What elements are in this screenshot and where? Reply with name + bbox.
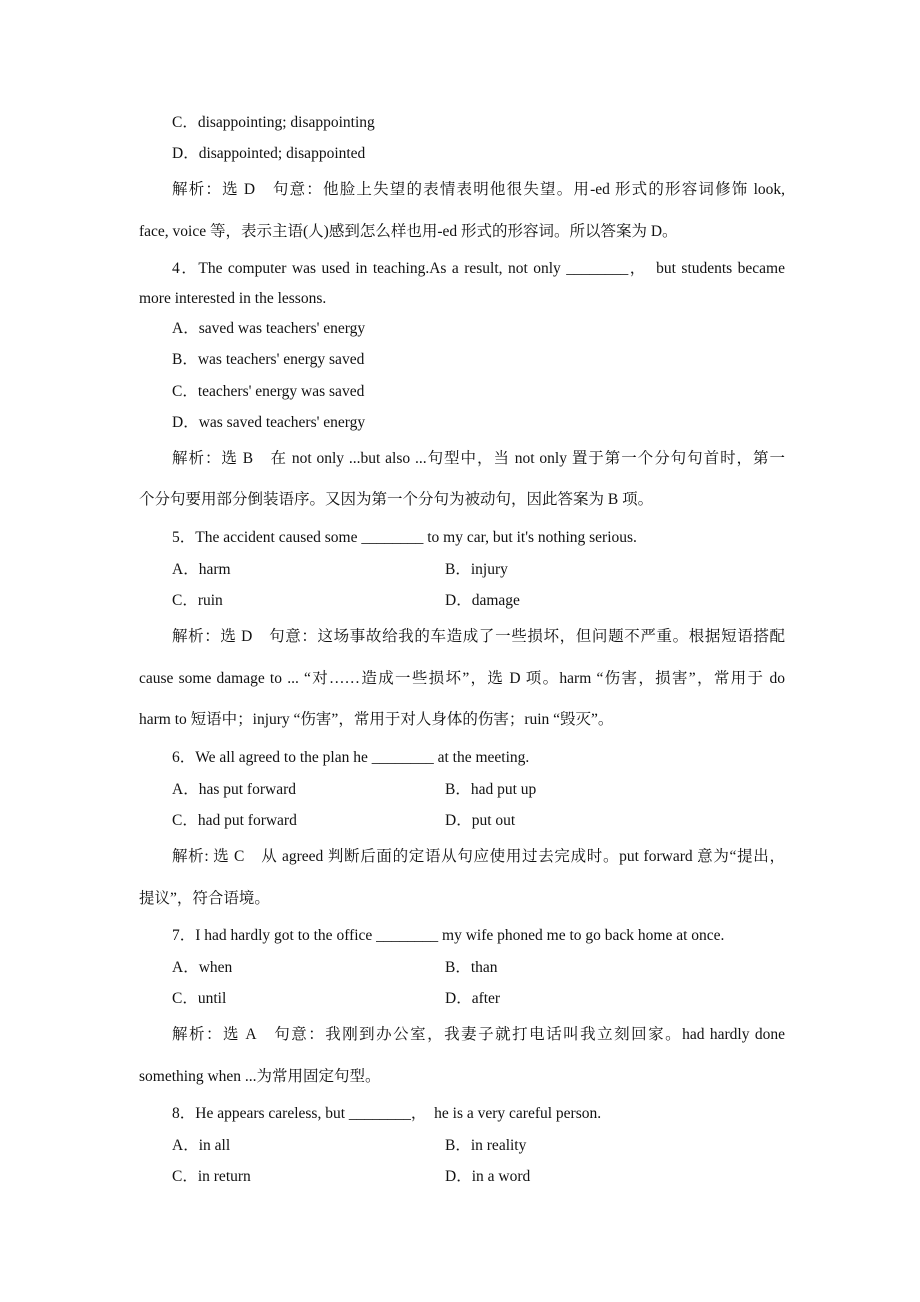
option-letter: B．	[445, 781, 471, 798]
option-text: in reality	[470, 1137, 527, 1154]
option-letter: D．	[445, 1168, 472, 1185]
option-letter: C．	[172, 812, 198, 829]
option-b	[172, 350, 364, 370]
option-text: in a word	[471, 1168, 531, 1185]
option-text: after	[471, 990, 501, 1007]
option-text: injury	[470, 561, 508, 578]
option-b	[445, 780, 536, 800]
option-letter: A．	[172, 320, 199, 337]
option-d	[172, 413, 365, 433]
analysis-line: 解析：选 D 句意：他脸上失望的表情表明他很失望。用-ed 形式的形容词修饰 look,	[172, 181, 785, 198]
option-c	[172, 382, 364, 402]
option-text: was teachers' energy saved	[197, 351, 365, 368]
option-text: was saved teachers' energy	[198, 414, 366, 431]
analysis-line: something when ...为常用固定句型。	[139, 1068, 381, 1085]
analysis-line: 解析：选 B 在 not only ...but also ...句型中，当 not only 置于第一个分句句首时，第一	[172, 450, 785, 467]
option-text: than	[470, 959, 498, 976]
option-c	[172, 591, 223, 611]
option-b	[445, 958, 498, 978]
question-stem: 5．The accident caused some ________ to my car, but it's nothing serious.	[172, 529, 637, 546]
option-letter: A．	[172, 1137, 199, 1154]
option-text: teachers' energy was saved	[197, 383, 365, 400]
option-a	[172, 958, 232, 978]
option-text: disappointing; disappointing	[197, 114, 375, 131]
option-c	[172, 811, 297, 831]
option-text: in all	[198, 1137, 231, 1154]
option-a	[172, 560, 231, 580]
option-text: until	[197, 990, 227, 1007]
option-letter: B．	[445, 959, 471, 976]
question-stem: 7．I had hardly got to the office ________ my wife phoned me to go back home at once.	[172, 927, 725, 944]
option-letter: C．	[172, 592, 198, 609]
option-text: saved was teachers' energy	[198, 320, 366, 337]
option-text: had put up	[470, 781, 537, 798]
question-stem: more interested in the lessons.	[139, 290, 327, 307]
option-text: has put forward	[198, 781, 296, 798]
option-a	[172, 319, 365, 339]
analysis-line: harm to 短语中；injury “伤害”，常用于对人身体的伤害；ruin “毁灭”。	[139, 711, 614, 728]
option-letter: A．	[172, 561, 199, 578]
question-stem: 4．The computer was used in teaching.As a result, not only ________， but students became	[172, 260, 785, 277]
option-letter: D．	[172, 145, 199, 162]
analysis-line: 提议”，符合语境。	[139, 890, 270, 907]
option-a	[172, 1136, 230, 1156]
option-c	[172, 113, 375, 133]
option-letter: A．	[172, 781, 199, 798]
option-letter: D．	[445, 990, 472, 1007]
option-a	[172, 780, 296, 800]
option-letter: C．	[172, 383, 198, 400]
option-letter: A．	[172, 959, 199, 976]
option-d	[445, 591, 520, 611]
option-d	[172, 144, 365, 164]
option-text: in return	[197, 1168, 251, 1185]
option-text: disappointed; disappointed	[198, 145, 366, 162]
option-text: ruin	[197, 592, 223, 609]
option-letter: C．	[172, 1168, 198, 1185]
option-text: put out	[471, 812, 516, 829]
question-stem: 8．He appears careless, but ________， he is a very careful person.	[172, 1105, 602, 1122]
option-b	[445, 1136, 526, 1156]
analysis-line: face, voice 等，表示主语(人)感到怎么样也用-ed 形式的形容词。所以答案为 D。	[139, 223, 678, 240]
option-text: had put forward	[197, 812, 297, 829]
option-d	[445, 811, 515, 831]
option-text: damage	[471, 592, 520, 609]
option-d	[445, 989, 500, 1009]
option-letter: B．	[445, 561, 471, 578]
option-letter: D．	[445, 812, 472, 829]
option-text: when	[198, 959, 233, 976]
analysis-line: 解析: 选 C 从 agreed 判断后面的定语从句应使用过去完成时。put forward 意为“提出，	[172, 848, 785, 865]
option-letter: B．	[172, 351, 198, 368]
analysis-line: 解析：选 D 句意：这场事故给我的车造成了一些损坏，但问题不严重。根据短语搭配	[172, 628, 785, 645]
option-letter: C．	[172, 990, 198, 1007]
option-text: harm	[198, 561, 231, 578]
option-letter: D．	[445, 592, 472, 609]
option-letter: C．	[172, 114, 198, 131]
analysis-line: cause some damage to ... “对……造成一些损坏”，选 D 项。harm “伤害，损害”，常用于 do	[139, 670, 785, 687]
option-letter: D．	[172, 414, 199, 431]
option-b	[445, 560, 508, 580]
option-c	[172, 989, 226, 1009]
analysis-line: 解析：选 A 句意：我刚到办公室，我妻子就打电话叫我立刻回家。had hardly done	[172, 1026, 785, 1043]
option-d	[445, 1167, 530, 1187]
analysis-line: 个分句要用部分倒装语序。又因为第一个分句为被动句，因此答案为 B 项。	[139, 491, 654, 508]
option-c	[172, 1167, 251, 1187]
option-letter: B．	[445, 1137, 471, 1154]
question-stem: 6．We all agreed to the plan he ________ at the meeting.	[172, 749, 530, 766]
